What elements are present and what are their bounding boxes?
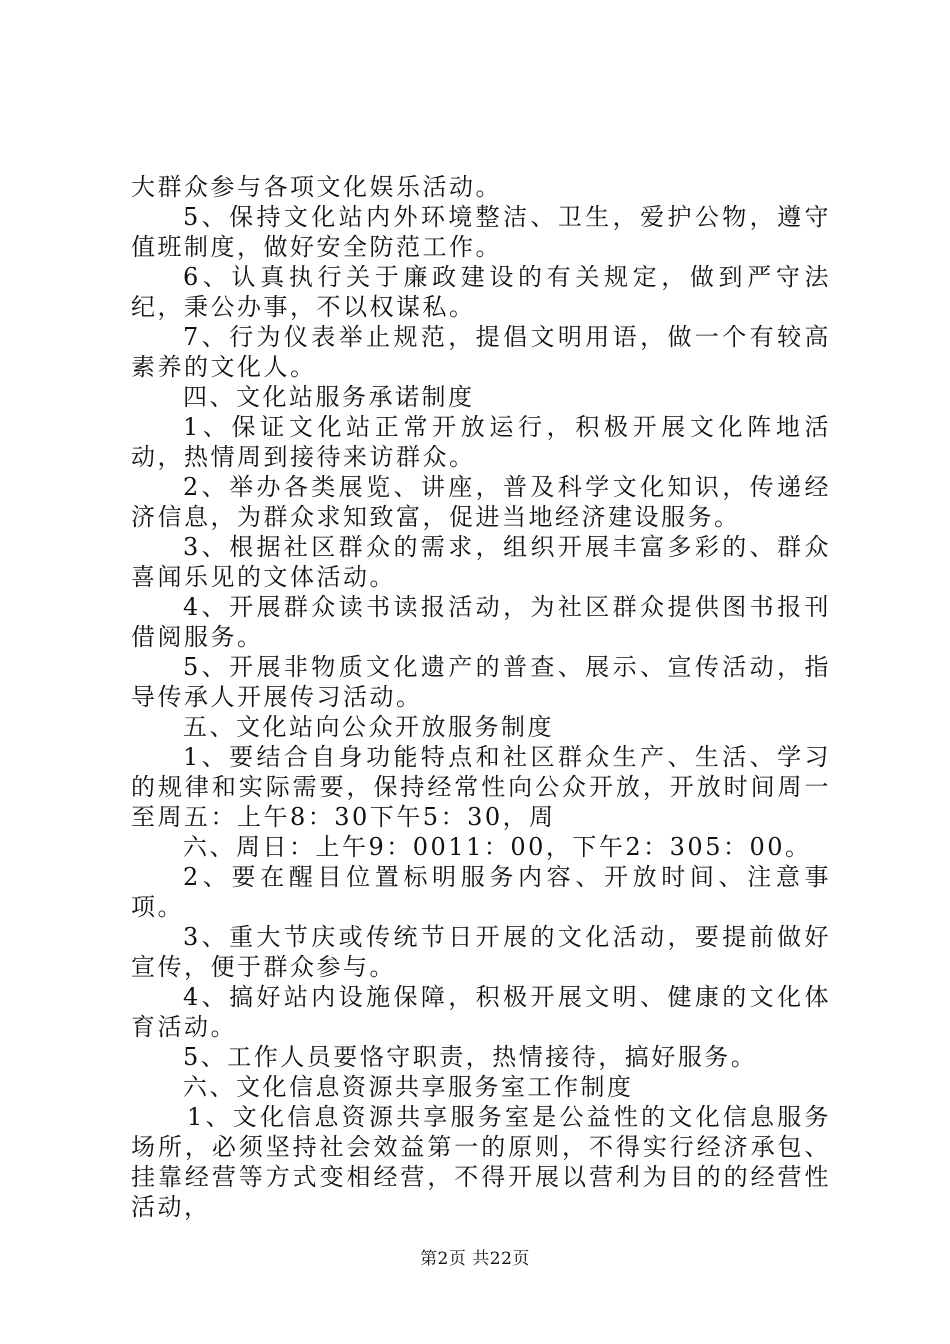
page-number: 第2页 共22页 bbox=[420, 1249, 530, 1269]
paragraph: 6、认真执行关于廉政建设的有关规定，做到严守法纪，秉公办事，不以权谋私。 bbox=[131, 263, 831, 321]
paragraph: 1、要结合自身功能特点和社区群众生产、生活、学习的规律和实际需要，保持经常性向公众开放，开放时间周一至周五：上午8：30下午5：30，周 bbox=[131, 743, 831, 831]
paragraph: 大群众参与各项文化娱乐活动。 bbox=[131, 173, 502, 201]
paragraph: 3、根据社区群众的需求，组织开展丰富多彩的、群众喜闻乐见的文体活动。 bbox=[131, 533, 831, 591]
section-heading: 六、文化信息资源共享服务室工作制度 bbox=[183, 1073, 634, 1101]
paragraph: 1、文化信息资源共享服务室是公益性的文化信息服务场所，必须坚持社会效益第一的原则，不得实行经济承包、挂靠经营等方式变相经营，不得开展以营利为目的的经营性活动， bbox=[131, 1103, 831, 1221]
paragraph: 5、保持文化站内外环境整洁、卫生，爱护公物，遵守值班制度，做好安全防范工作。 bbox=[131, 203, 831, 261]
paragraph: 3、重大节庆或传统节日开展的文化活动，要提前做好宣传，便于群众参与。 bbox=[131, 923, 831, 981]
paragraph: 2、举办各类展览、讲座，普及科学文化知识，传递经济信息，为群众求知致富，促进当地经济建设服务。 bbox=[131, 473, 831, 531]
paragraph: 5、工作人员要恪守职责，热情接待，搞好服务。 bbox=[183, 1043, 758, 1071]
section-heading: 五、文化站向公众开放服务制度 bbox=[183, 713, 554, 741]
paragraph: 4、搞好站内设施保障，积极开展文明、健康的文化体育活动。 bbox=[131, 983, 831, 1041]
paragraph: 六、周日：上午9：0011：00，下午2：305：00。 bbox=[183, 833, 812, 861]
paragraph: 2、要在醒目位置标明服务内容、开放时间、注意事项。 bbox=[131, 863, 831, 921]
document-body bbox=[131, 172, 831, 1222]
page-footer bbox=[0, 1244, 950, 1269]
section-heading: 四、文化站服务承诺制度 bbox=[183, 383, 475, 411]
paragraph: 7、行为仪表举止规范，提倡文明用语，做一个有较高素养的文化人。 bbox=[131, 323, 831, 381]
paragraph: 4、开展群众读书读报活动，为社区群众提供图书报刊借阅服务。 bbox=[131, 593, 831, 651]
paragraph: 1、保证文化站正常开放运行，积极开展文化阵地活动，热情周到接待来访群众。 bbox=[131, 413, 831, 471]
paragraph: 5、开展非物质文化遗产的普查、展示、宣传活动，指导传承人开展传习活动。 bbox=[131, 653, 831, 711]
